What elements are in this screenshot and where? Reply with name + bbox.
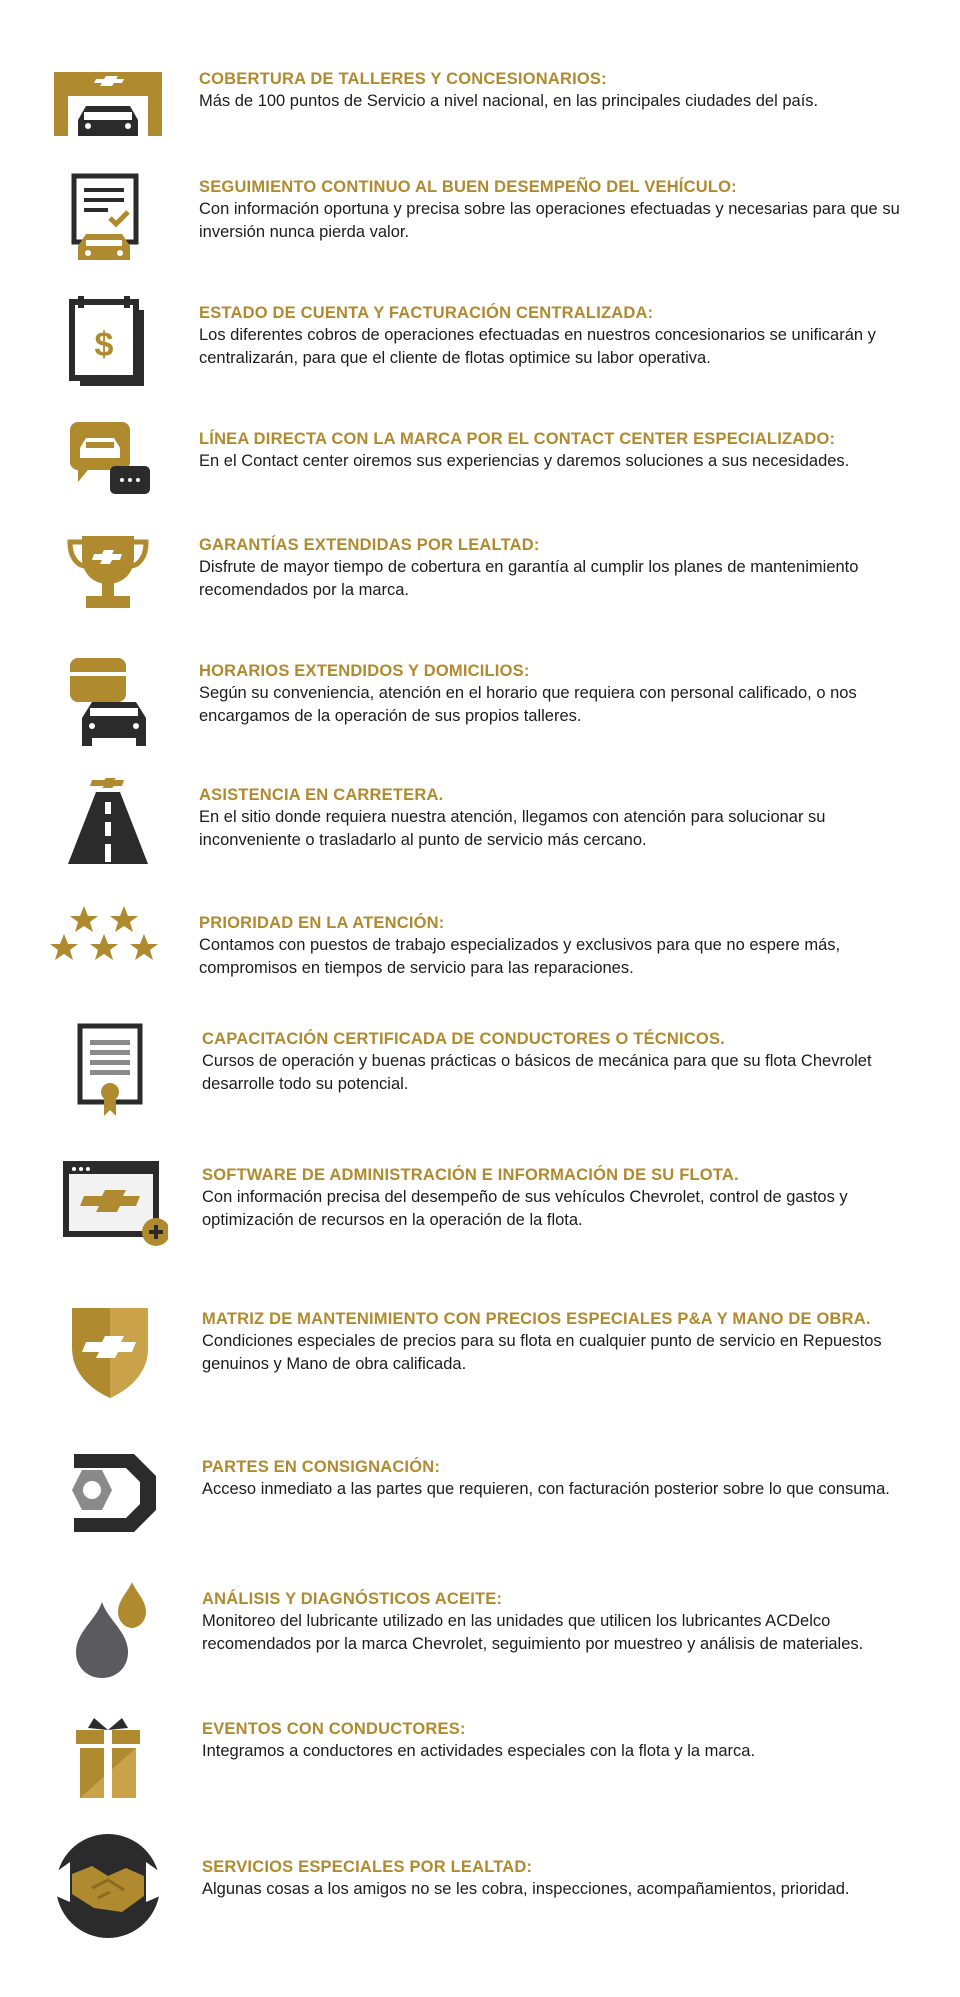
benefit-description: Más de 100 puntos de Servicio a nivel nacional, en las principales ciudades del país. (199, 92, 819, 110)
benefit-title: PARTES EN CONSIGNACIÓN: (202, 1458, 441, 1476)
benefit-description: En el Contact center oiremos sus experiencias y daremos soluciones a sus necesidades. (199, 452, 850, 470)
benefit-description: Monitoreo del lubricante utilizado en las unidades que utilicen los lubricantes ACDelco recomendados por la marca Chevrolet, seguimiento por muestreo y análisis de materiales. (202, 1612, 864, 1653)
benefit-description: Acceso inmediato a las partes que requieren, con facturación posterior sobre lo que consuma. (202, 1480, 890, 1498)
benefit-title: LÍNEA DIRECTA CON LA MARCA POR EL CONTACT CENTER ESPECIALIZADO: (199, 430, 836, 448)
shield-icon (48, 1302, 168, 1412)
software-window-icon (48, 1158, 168, 1268)
benefit-title: GARANTÍAS EXTENDIDAS POR LEALTAD: (199, 536, 540, 554)
benefit-title: SERVICIOS ESPECIALES POR LEALTAD: (202, 1858, 533, 1876)
benefit-description: Los diferentes cobros de operaciones efectuadas en nuestros concesionarios se unificarán y centralizarán, para que el cliente de flotas optimice su labor operativa. (199, 326, 876, 367)
benefit-description: Según su conveniencia, atención en el horario que requiera con personal calificado, o nos encargamos de la operación de sus propios talleres. (199, 684, 857, 725)
svg-text:$: $ (94, 326, 114, 364)
benefit-description: En el sitio donde requiera nuestra atención, llegamos con atención para solucionar su inconveniente o trasladarlo al punto de servicio más cercano. (199, 808, 826, 849)
benefit-title: ESTADO DE CUENTA Y FACTURACIÓN CENTRALIZADA: (199, 304, 654, 322)
benefit-title: ANÁLISIS Y DIAGNÓSTICOS ACEITE: (202, 1590, 503, 1608)
oil-drop-icon (48, 1582, 168, 1692)
stars-icon (48, 906, 168, 1016)
benefit-description: Contamos con puestos de trabajo especializados y exclusivos para que no espere más, compromisos en tiempos de servicio para las reparaciones. (199, 936, 841, 977)
certificate-icon (48, 1022, 168, 1132)
benefit-title: COBERTURA DE TALLERES Y CONCESIONARIOS: (199, 70, 607, 88)
report-car-icon (48, 170, 168, 280)
benefit-title: CAPACITACIÓN CERTIFICADA DE CONDUCTORES O TÉCNICOS. (202, 1030, 725, 1048)
benefit-title: HORARIOS EXTENDIDOS Y DOMICILIOS: (199, 662, 530, 680)
benefit-title: SEGUIMIENTO CONTINUO AL BUEN DESEMPEÑO DEL VEHÍCULO: (199, 178, 737, 196)
benefit-description: Integramos a conductores en actividades especiales con la flota y la marca. (202, 1742, 756, 1760)
garage-car-icon (48, 62, 168, 172)
benefit-title: PRIORIDAD EN LA ATENCIÓN: (199, 914, 445, 932)
benefit-description: Disfrute de mayor tiempo de cobertura en garantía al cumplir los planes de mantenimiento recomendados por la marca. (199, 558, 859, 599)
gift-icon (48, 1712, 168, 1822)
benefit-description: Con información oportuna y precisa sobre las operaciones efectuadas y necesarias para que su inversión nunca pierda valor. (199, 200, 900, 241)
chat-car-icon (48, 422, 168, 532)
road-icon (48, 778, 168, 888)
benefit-title: ASISTENCIA EN CARRETERA. (199, 786, 444, 804)
benefit-description: Con información precisa del desempeño de sus vehículos Chevrolet, control de gastos y optimización de recursos en la operación de la flota. (202, 1188, 848, 1229)
benefit-description: Cursos de operación y buenas prácticas o básicos de mecánica para que su flota Chevrolet desarrolle todo su potencial. (202, 1052, 872, 1093)
calendar-car-icon (48, 654, 168, 764)
benefit-title: MATRIZ DE MANTENIMIENTO CON PRECIOS ESPECIALES P&A Y MANO DE OBRA. (202, 1310, 871, 1328)
wrench-nut-icon (48, 1450, 168, 1560)
handshake-icon (48, 1832, 168, 1942)
benefit-description: Condiciones especiales de precios para su flota en cualquier punto de servicio en Repuestos genuinos y Mano de obra calificada. (202, 1332, 882, 1373)
trophy-icon (48, 528, 168, 638)
benefit-title: SOFTWARE DE ADMINISTRACIÓN E INFORMACIÓN DE SU FLOTA. (202, 1166, 739, 1184)
benefit-title: EVENTOS CON CONDUCTORES: (202, 1720, 466, 1738)
benefit-description: Algunas cosas a los amigos no se les cobra, inspecciones, acompañamientos, prioridad. (202, 1880, 850, 1898)
invoice-dollar-icon (48, 296, 168, 406)
